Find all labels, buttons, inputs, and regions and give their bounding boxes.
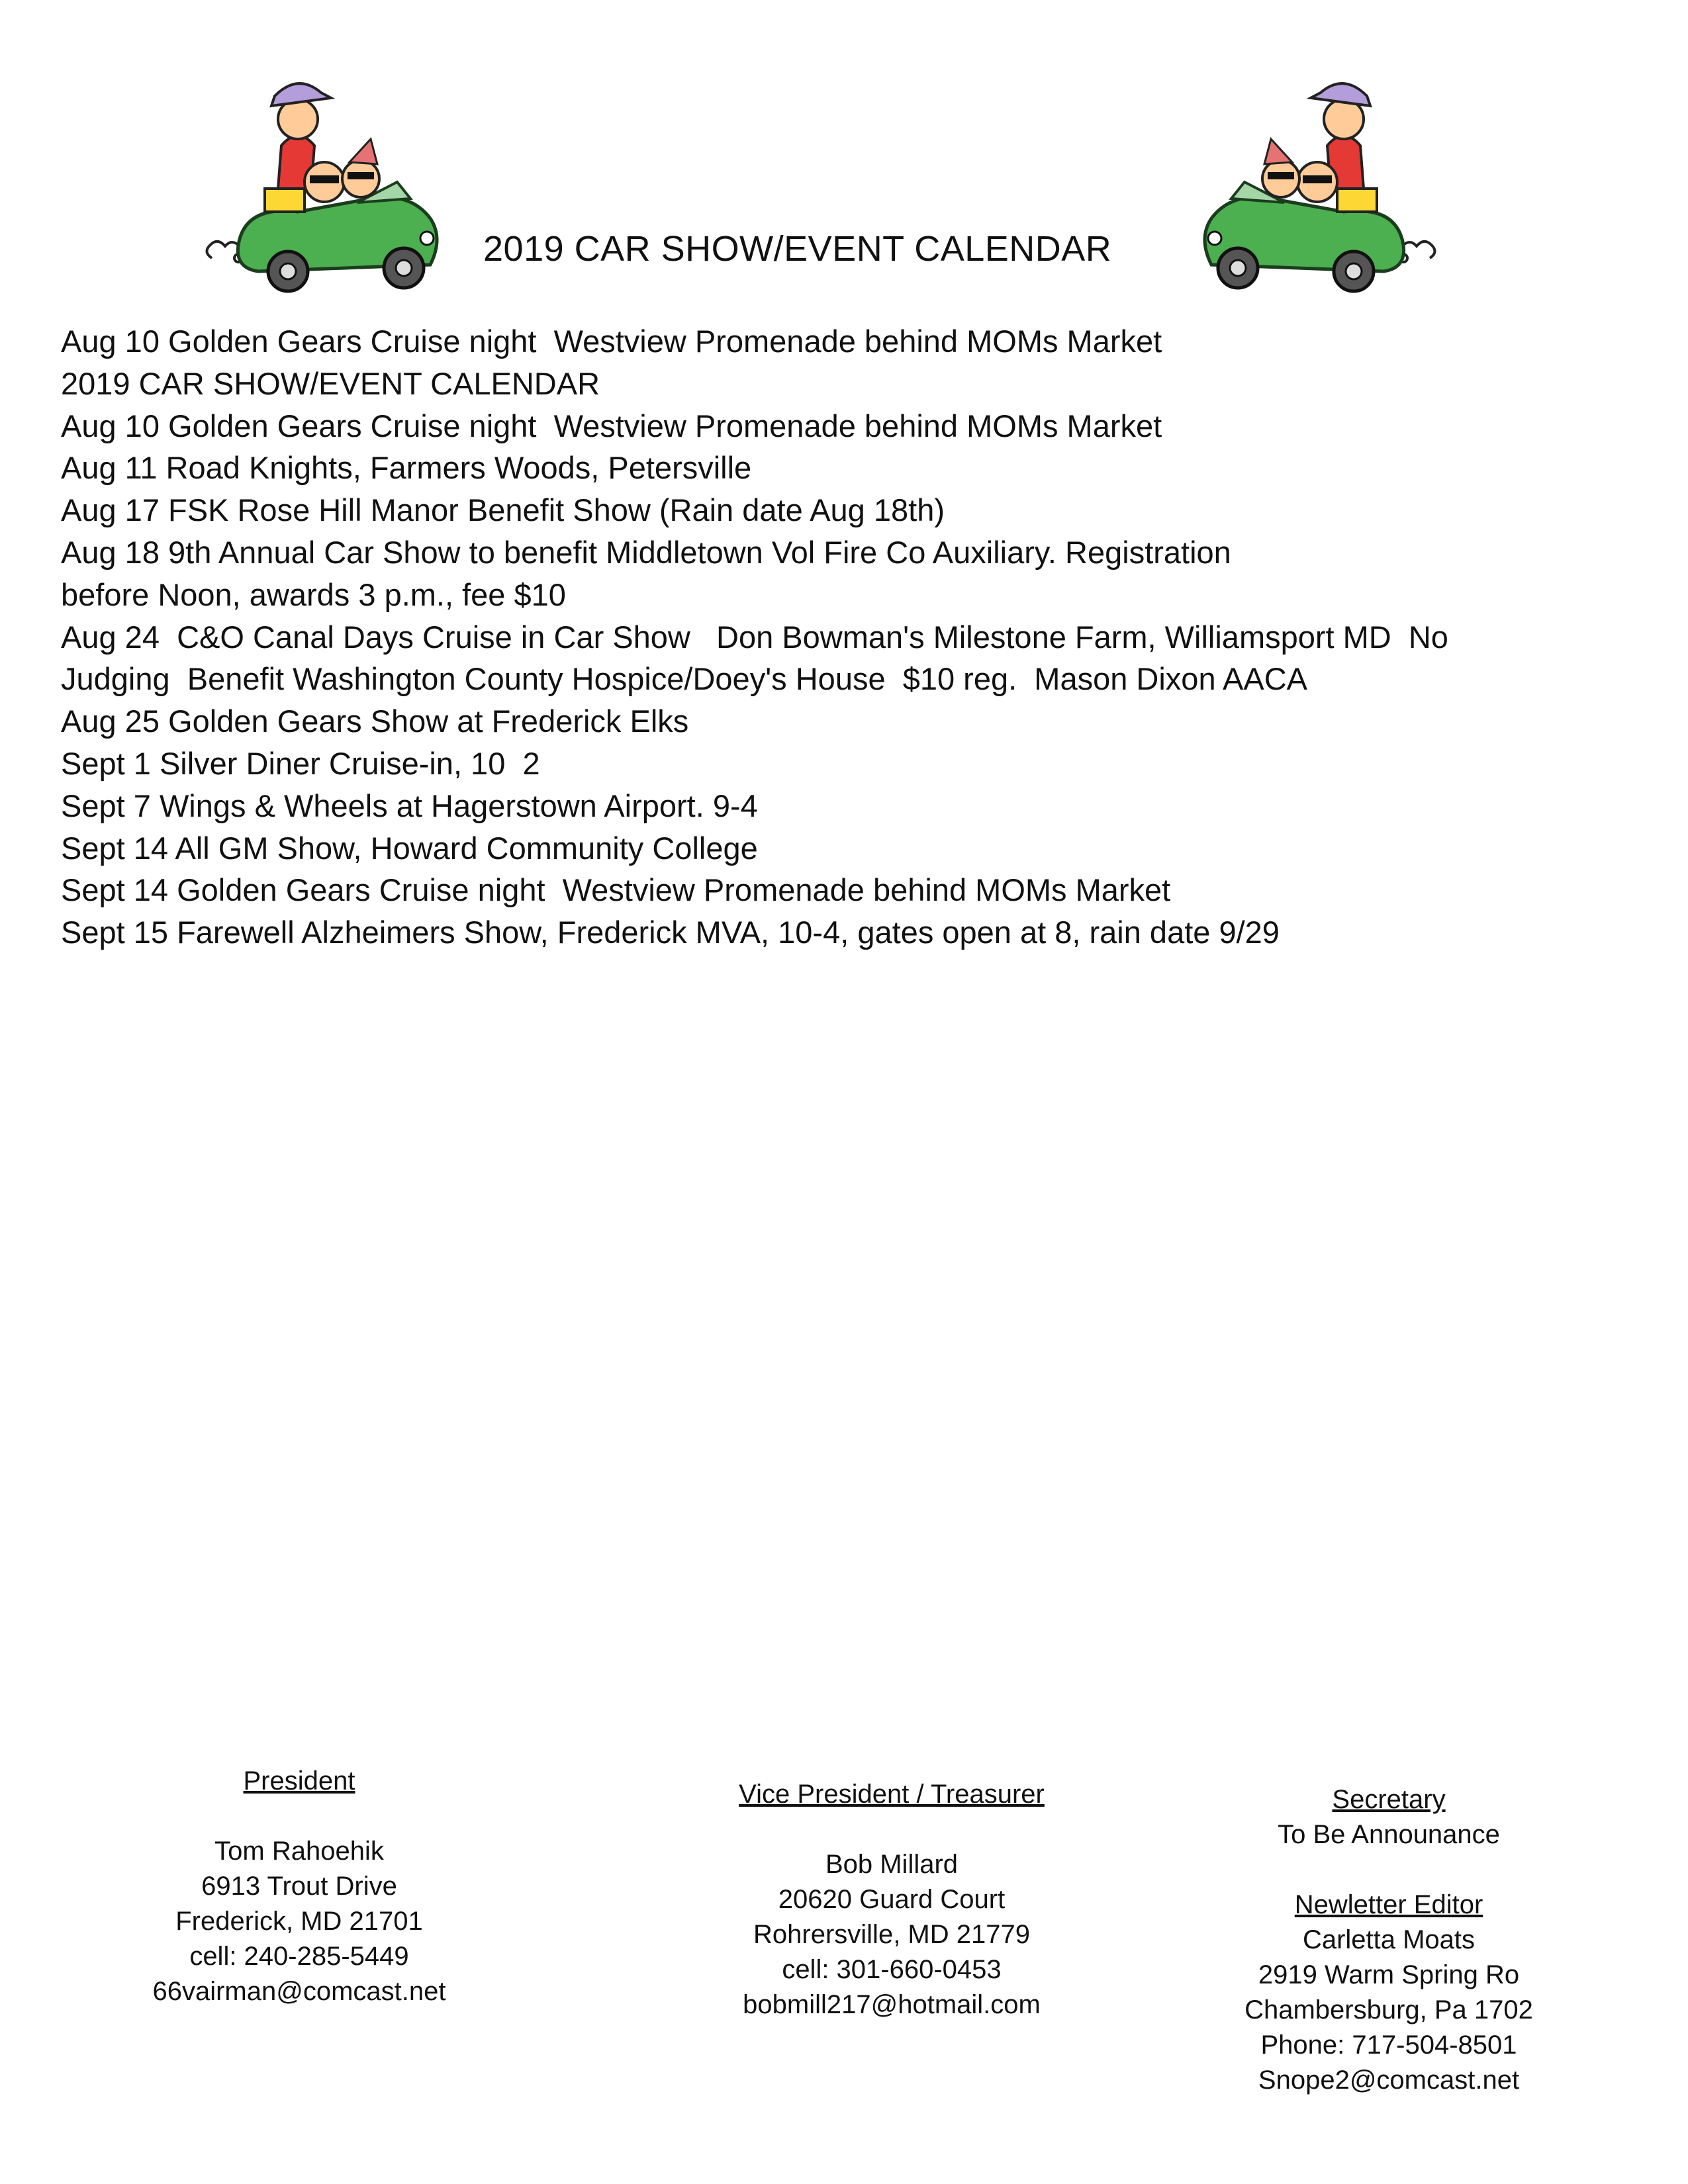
event-line: Sept 15 Farewell Alzheimers Show, Frederick MVA, 10-4, gates open at 8, rain date 9/29 (61, 915, 1280, 950)
vp-city: Rohrersville, MD 21779 (753, 1920, 1030, 1949)
vp-contact (660, 1777, 1123, 2023)
editor-name: Carletta Moats (1302, 1925, 1476, 1954)
event-list (61, 320, 1636, 954)
event-line: Aug 10 Golden Gears Cruise night Westview Promenade behind MOMs Market (61, 324, 1162, 359)
president-city: Frederick, MD 21701 (175, 1907, 423, 1936)
president-contact (68, 1764, 531, 2009)
page-title: 2019 CAR SHOW/EVENT CALENDAR (483, 229, 1112, 269)
president-phone: cell: 240-285-5449 (189, 1942, 409, 1971)
calendar-header (0, 40, 1688, 318)
editor-role: Newletter Editor (1294, 1890, 1483, 1919)
president-street: 6913 Trout Drive (201, 1872, 397, 1901)
event-line: Aug 11 Road Knights, Farmers Woods, Petersville (61, 450, 752, 486)
editor-phone: Phone: 717-504-8501 (1260, 2030, 1517, 2060)
event-line: before Noon, awards 3 p.m., fee $10 (61, 576, 566, 612)
editor-city: Chambersburg, Pa 1702 (1244, 1995, 1533, 2025)
event-line: Sept 7 Wings & Wheels at Hagerstown Airport. 9-4 (61, 788, 758, 823)
event-line: Aug 24 C&O Canal Days Cruise in Car Show Don Bowman's Milestone Farm, Williamsport MD No (61, 619, 1448, 655)
event-line: Aug 18 9th Annual Car Show to benefit Middletown Vol Fire Co Auxiliary. Registration (61, 534, 1231, 570)
secretary-name: To Be Announance (1278, 1820, 1500, 1849)
cartoon-convertible-car-icon (199, 46, 477, 324)
event-line: Sept 14 Golden Gears Cruise night Westview Promenade behind MOMs Market (61, 872, 1171, 908)
secretary-editor-contact (1157, 1782, 1620, 2098)
vp-phone: cell: 301-660-0453 (782, 1955, 1002, 1984)
editor-street: 2919 Warm Spring Ro (1258, 1960, 1520, 1989)
vp-email: bobmill217@hotmail.com (743, 1990, 1041, 2019)
secretary-role: Secretary (1332, 1785, 1446, 1814)
vp-name: Bob Millard (825, 1850, 959, 1879)
editor-email: Snope2@comcast.net (1258, 2066, 1520, 2095)
event-line: Aug 17 FSK Rose Hill Manor Benefit Show (Rain date Aug 18th) (61, 492, 945, 528)
vp-role: Vice President / Treasurer (739, 1780, 1045, 1809)
president-role: President (243, 1766, 355, 1796)
event-line: Judging Benefit Washington County Hospice/Doey's House $10 reg. Mason Dixon AACA (61, 661, 1308, 697)
president-name: Tom Rahoehik (214, 1837, 384, 1866)
vp-street: 20620 Guard Court (778, 1885, 1006, 1914)
event-line: 2019 CAR SHOW/EVENT CALENDAR (61, 365, 600, 401)
event-line: Aug 10 Golden Gears Cruise night Westview Promenade behind MOMs Market (61, 408, 1162, 443)
cartoon-convertible-car-icon (1165, 46, 1443, 324)
event-line: Sept 1 Silver Diner Cruise-in, 10 2 (61, 745, 540, 781)
event-line: Sept 14 All GM Show, Howard Community College (61, 830, 758, 866)
event-line: Aug 25 Golden Gears Show at Frederick Elks (61, 704, 689, 739)
president-email: 66vairman@comcast.net (152, 1977, 446, 2006)
